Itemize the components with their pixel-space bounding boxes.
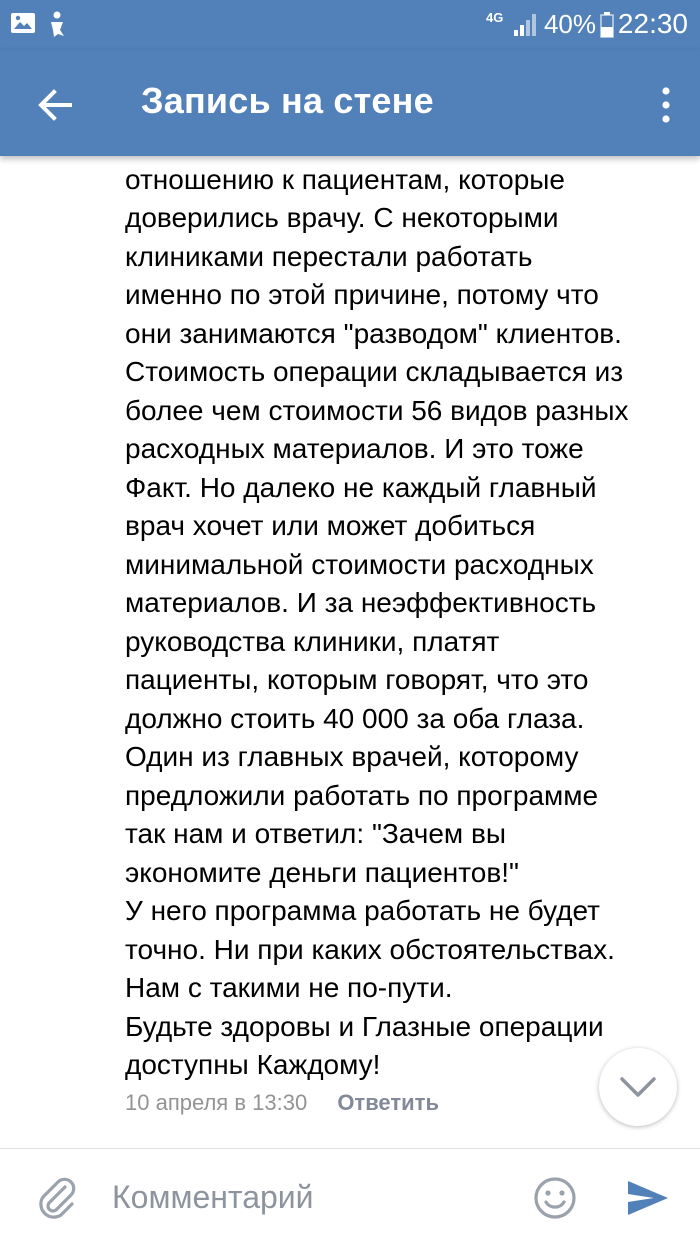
send-icon xyxy=(624,1208,670,1225)
battery-icon xyxy=(600,12,614,43)
scroll-down-button[interactable] xyxy=(599,1048,677,1126)
post-text: отношению к пациентам, которые доверились врачу. С некоторыми клиниками перестали работать именно по этой причине, потому что они занимаются "разводом" клиентов. Стоимость операции складывается из более чем стоимости 56 видов разных расходных материалов. И это тоже Факт. Но далеко не каждый главный врач хочет или может добиться минимальной стоимости расходных материалов. И за неэффективность руководства клиники, платят пациенты, которым говорят, что это должно стоить 40 000 за оба глаза. Один из главных врачей, которому предложили работать по программе так нам и ответил: "Зачем вы экономите деньги пациентов!" У него программа работать не будет точно. Ни при каких обстоятельствах. Нам с такими не по-пути. Будьте здоровы и Глазные операции доступны Каждому! xyxy=(125,163,629,1080)
image-icon xyxy=(10,10,36,41)
emoji-button[interactable] xyxy=(532,1175,578,1221)
back-button[interactable] xyxy=(30,80,80,130)
smile-icon xyxy=(532,1208,578,1225)
post-date: 10 апреля в 13:30 xyxy=(125,1090,308,1115)
network-type-label: 4G xyxy=(486,10,504,25)
paperclip-icon xyxy=(34,1208,80,1225)
comment-bar xyxy=(0,1148,700,1245)
signal-icon xyxy=(512,12,540,43)
chevron-down-icon xyxy=(618,1069,658,1105)
arrow-left-icon xyxy=(30,117,80,134)
reply-link[interactable]: Ответить xyxy=(337,1090,439,1115)
more-options-button[interactable] xyxy=(656,80,676,130)
page-title: Запись на стене xyxy=(141,80,434,121)
app-bar xyxy=(0,50,700,156)
clock: 22:30 xyxy=(617,8,688,39)
battery-percent: 40% xyxy=(543,9,596,39)
post-content[interactable] xyxy=(0,156,700,1146)
more-vertical-icon xyxy=(656,117,676,134)
send-button[interactable] xyxy=(624,1175,670,1221)
attach-button[interactable] xyxy=(34,1175,80,1221)
post-meta xyxy=(125,1090,439,1116)
comment-input[interactable] xyxy=(110,1171,514,1223)
status-bar xyxy=(0,0,700,50)
notification-icon xyxy=(46,10,68,43)
